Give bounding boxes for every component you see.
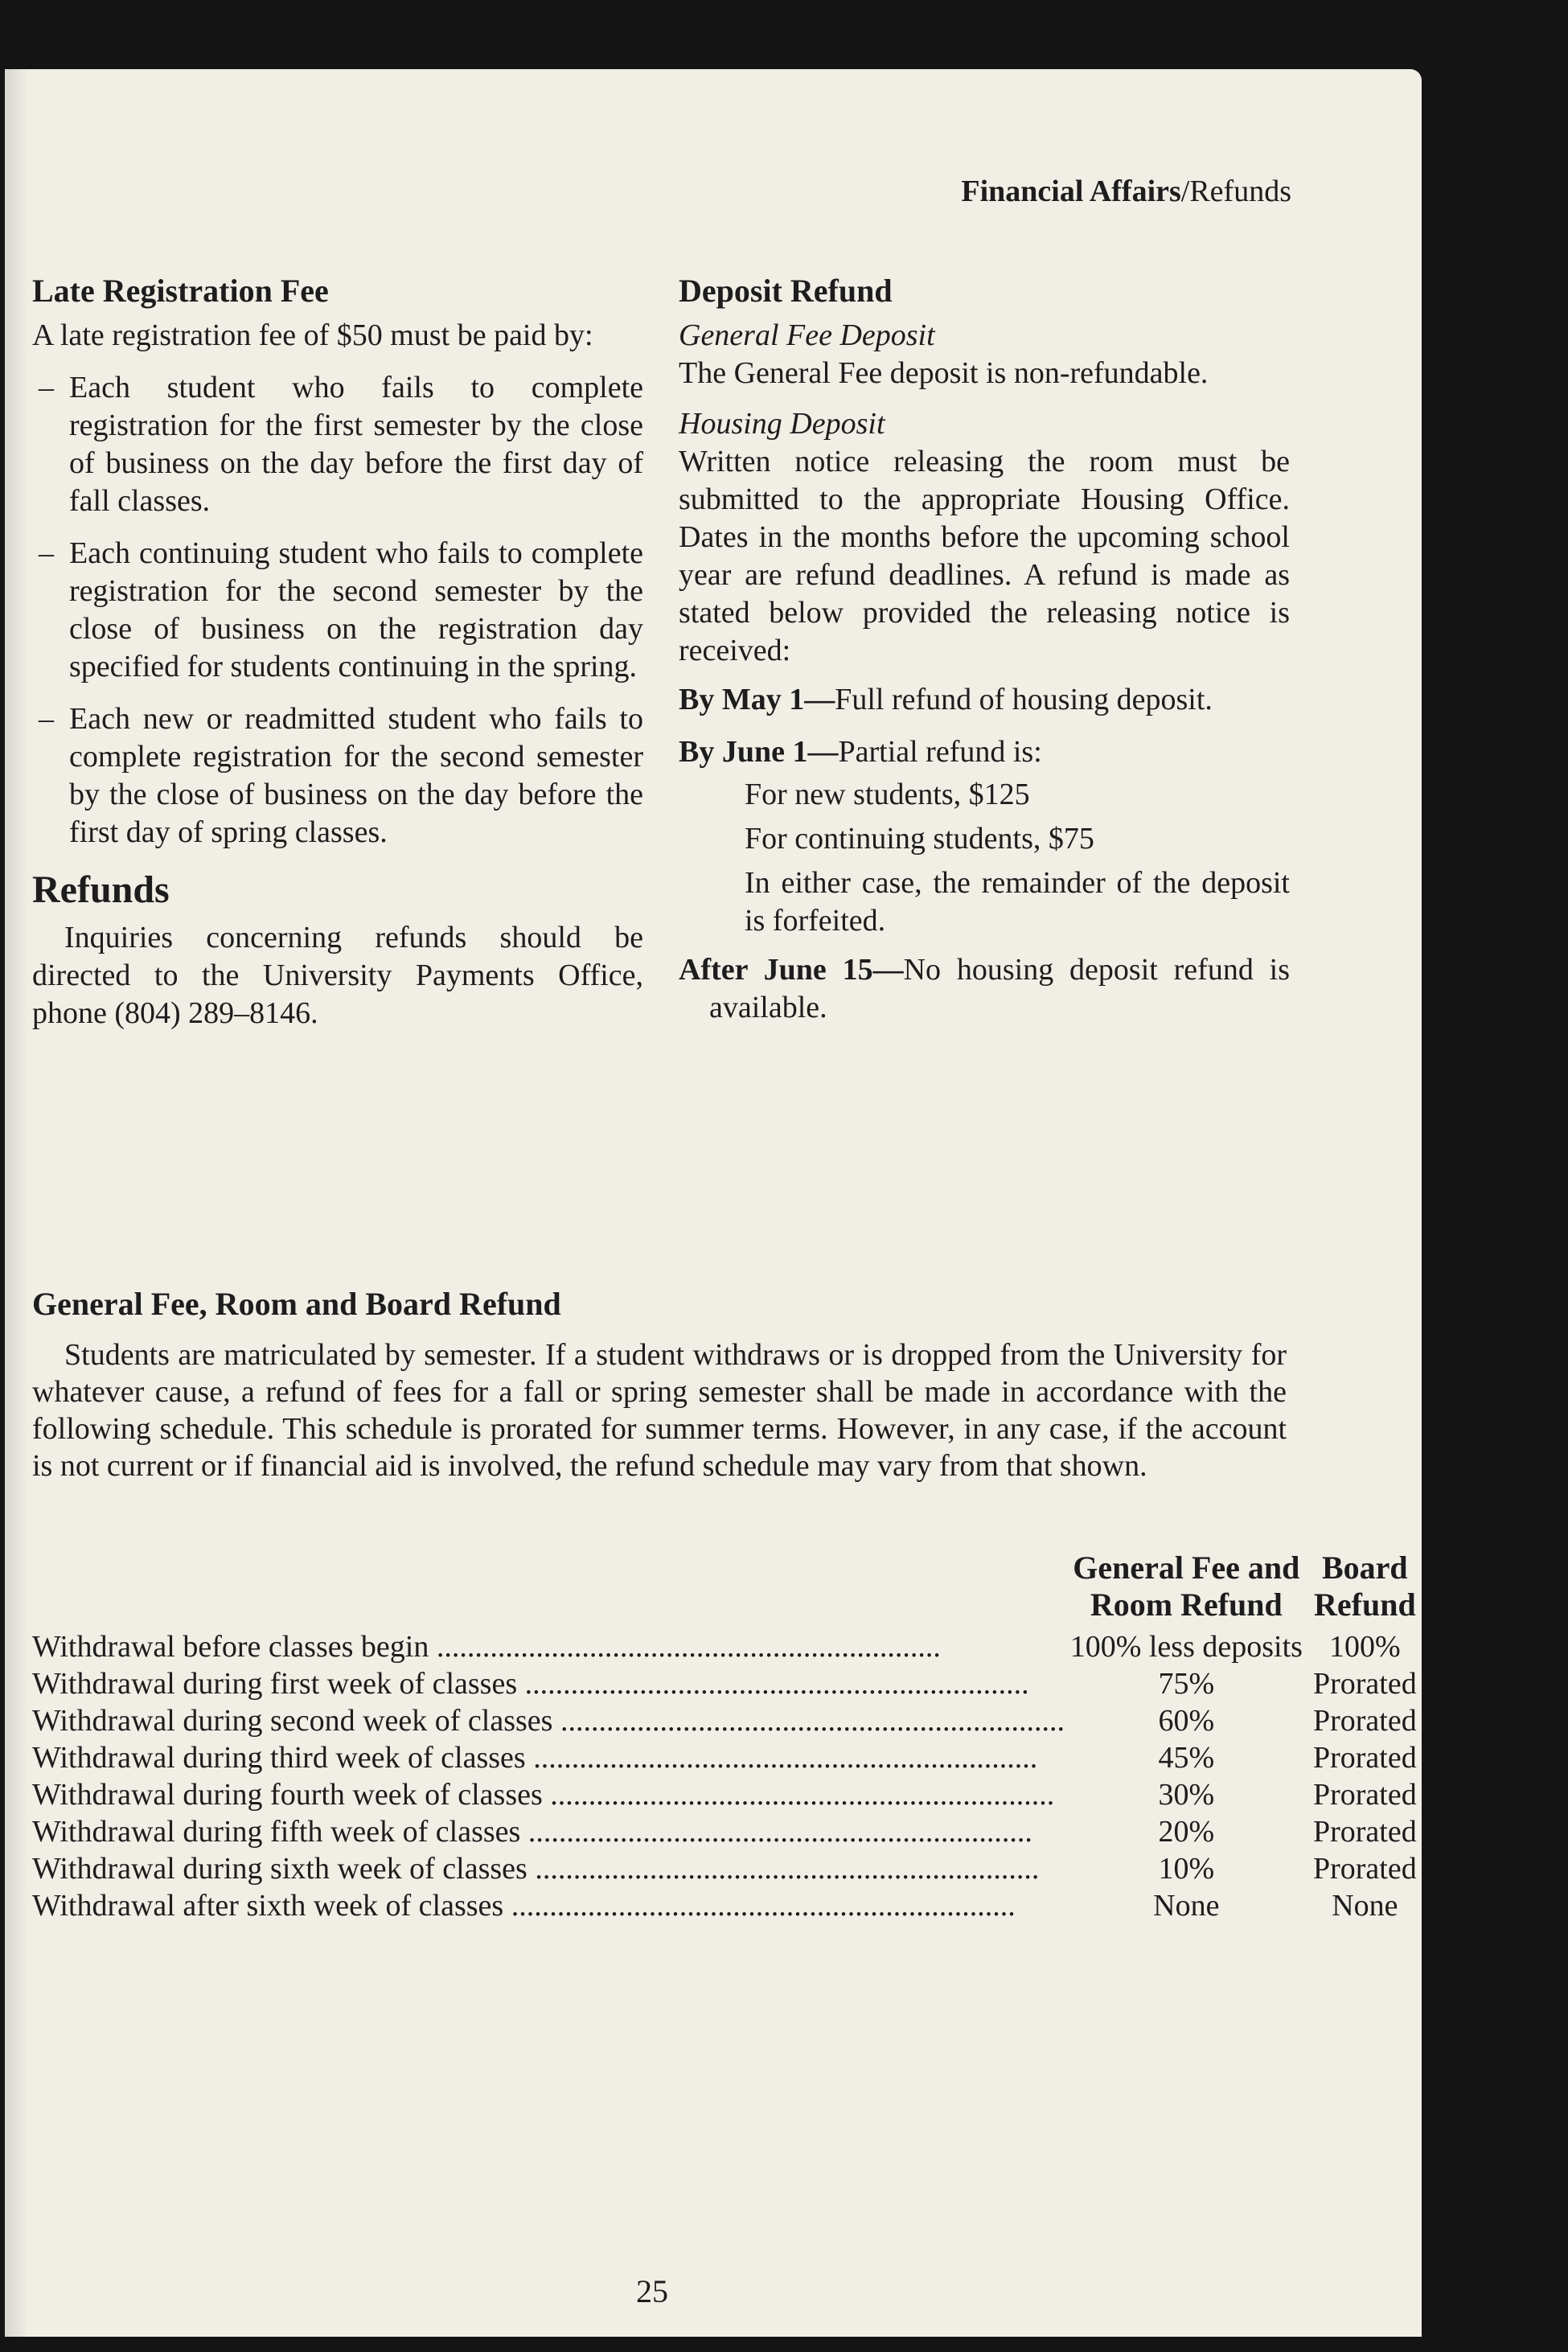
deposit-refund-heading: Deposit Refund	[679, 273, 893, 309]
withdrawal-label-text: Withdrawal during fifth week of classes	[32, 1815, 521, 1849]
table-header-fee-line2: Room Refund	[1090, 1586, 1283, 1623]
late-fee-item-text: Each new or readmitted student who fails to complete registration for the second semester by the close of business on the day before the first day of spring classes.	[69, 702, 643, 849]
late-fee-heading: Late Registration Fee	[32, 273, 329, 309]
board-refund-cell: Prorated	[1312, 1704, 1417, 1738]
board-refund-cell: Prorated	[1312, 1667, 1417, 1701]
withdrawal-label-text: Withdrawal before classes begin	[32, 1630, 429, 1664]
fee-refund-cell: None	[1153, 1889, 1220, 1923]
dash-bullet: –	[39, 702, 54, 736]
late-fee-item-text: Each student who fails to complete registration for the first semester by the close of business on the day before the first day of fall classes.	[69, 371, 643, 518]
table-row	[32, 1665, 1422, 1702]
table-header-row	[32, 1549, 1422, 1628]
table-row	[32, 1887, 1422, 1924]
june1-new-students: For new students, $125	[745, 778, 1030, 811]
fee-refund-cell: 10%	[1158, 1852, 1215, 1886]
board-refund-cell: Prorated	[1312, 1815, 1417, 1849]
dash-bullet: –	[39, 536, 54, 570]
table-row	[32, 1739, 1422, 1776]
late-fee-item	[32, 535, 643, 686]
table-row	[32, 1813, 1422, 1850]
fee-refund-cell: 75%	[1158, 1667, 1215, 1701]
board-refund-cell: None	[1332, 1889, 1398, 1923]
housing-deposit-subheading: Housing Deposit	[679, 407, 885, 441]
table-row	[32, 1776, 1422, 1813]
june15-deadline-label: After June 15—	[679, 953, 904, 987]
general-fee-deposit-text: The General Fee deposit is non-refundable.	[679, 356, 1209, 390]
withdrawal-label-text: Withdrawal during third week of classes	[32, 1741, 526, 1775]
running-head-subsection: /Refunds	[1180, 174, 1291, 208]
binding-shadow	[5, 69, 29, 2337]
table-row	[32, 1702, 1422, 1739]
table-header-fee	[1065, 1549, 1308, 1628]
board-refund-cell: 100%	[1329, 1630, 1401, 1664]
withdrawal-label-text: Withdrawal during first week of classes	[32, 1667, 518, 1701]
table-header-board	[1308, 1549, 1422, 1628]
running-head	[961, 174, 1291, 209]
general-fee-deposit-subheading: General Fee Deposit	[679, 318, 935, 352]
withdrawal-label: Withdrawal during fourth week of classes ..................................................................	[32, 1778, 1055, 1812]
refunds-text: Inquiries concerning refunds should be directed to the University Payments Office, phone (804) 289–8146.	[32, 921, 643, 1030]
withdrawal-label: Withdrawal before classes begin ..................................................................	[32, 1630, 941, 1664]
withdrawal-label-text: Withdrawal after sixth week of classes	[32, 1889, 504, 1923]
june15-deadline-text: No housing deposit refund is available.	[709, 953, 1290, 1024]
fee-refund-cell: 100% less deposits	[1069, 1630, 1303, 1664]
withdrawal-label-text: Withdrawal during sixth week of classes	[32, 1852, 527, 1886]
withdrawal-label: Withdrawal during sixth week of classes ..................................................................	[32, 1852, 1040, 1886]
june1-deadline-text: Partial refund is:	[838, 735, 1042, 769]
late-fee-item-text: Each continuing student who fails to complete registration for the second semester by the close of business on the registration day specified for students continuing in the spring.	[69, 536, 643, 683]
withdrawal-label: Withdrawal during first week of classes ..................................................................	[32, 1667, 1029, 1701]
june1-deadline-label: By June 1—	[679, 735, 839, 769]
general-fee-room-board-heading: General Fee, Room and Board Refund	[32, 1286, 561, 1322]
may-deadline	[679, 681, 1290, 719]
fee-refund-cell: 60%	[1158, 1704, 1215, 1738]
late-fee-item	[32, 369, 643, 520]
page-number: 25	[636, 2273, 668, 2309]
table-header-blank	[32, 1549, 1065, 1628]
june1-forfeit-note: In either case, the remainder of the deposit is forfeited.	[745, 866, 1290, 938]
table-row	[32, 1850, 1422, 1887]
dash-bullet: –	[39, 371, 54, 404]
board-refund-cell: Prorated	[1312, 1852, 1417, 1886]
housing-deposit-text: Written notice releasing the room must be submitted to the appropriate Housing Office. Dates in the months before the upcoming school year are refund deadlines. A refund is made as stated below provided the releasing notice is received:	[679, 445, 1290, 667]
withdrawal-label-text: Withdrawal during fourth week of classes	[32, 1778, 543, 1812]
late-fee-item	[32, 700, 643, 852]
table-header-board-line2: Refund	[1314, 1586, 1416, 1623]
withdrawal-label: Withdrawal during second week of classes ..................................................................	[32, 1704, 1065, 1738]
june15-deadline	[679, 951, 1290, 1027]
refund-schedule-table	[32, 1549, 1422, 1924]
running-head-section: Financial Affairs	[961, 174, 1181, 208]
june1-continuing-students: For continuing students, $75	[745, 822, 1094, 856]
withdrawal-label: Withdrawal after sixth week of classes ..................................................................	[32, 1889, 1016, 1923]
board-refund-cell: Prorated	[1312, 1778, 1417, 1812]
fee-refund-cell: 45%	[1158, 1741, 1215, 1775]
document-page	[5, 69, 1422, 2337]
board-refund-cell: Prorated	[1312, 1741, 1417, 1775]
late-fee-intro: A late registration fee of $50 must be paid by:	[32, 318, 593, 352]
fee-refund-cell: 20%	[1158, 1815, 1215, 1849]
table-header-fee-line1: General Fee and	[1073, 1550, 1300, 1586]
may-deadline-label: By May 1—	[679, 683, 835, 716]
table-header-board-line1: Board	[1322, 1550, 1408, 1586]
withdrawal-label: Withdrawal during third week of classes ..................................................................	[32, 1741, 1038, 1775]
left-column	[32, 270, 643, 1032]
general-fee-room-board-section	[32, 1283, 1287, 1484]
withdrawal-label: Withdrawal during fifth week of classes ..................................................................	[32, 1815, 1032, 1849]
june1-deadline	[679, 733, 1290, 771]
withdrawal-label-text: Withdrawal during second week of classes	[32, 1704, 553, 1738]
right-column	[679, 270, 1290, 1027]
general-fee-room-board-text: Students are matriculated by semester. If a student withdraws or is dropped from the University for whatever cause, a refund of fees for a fall or spring semester shall be made in accordance with the following schedule. This schedule is prorated for summer terms. However, in any case, if the account is not current or if financial aid is involved, the refund schedule may vary from that shown.	[32, 1338, 1287, 1483]
may-deadline-text: Full refund of housing deposit.	[835, 683, 1213, 716]
fee-refund-cell: 30%	[1158, 1778, 1215, 1812]
refunds-heading: Refunds	[32, 868, 170, 911]
table-row	[32, 1628, 1422, 1665]
